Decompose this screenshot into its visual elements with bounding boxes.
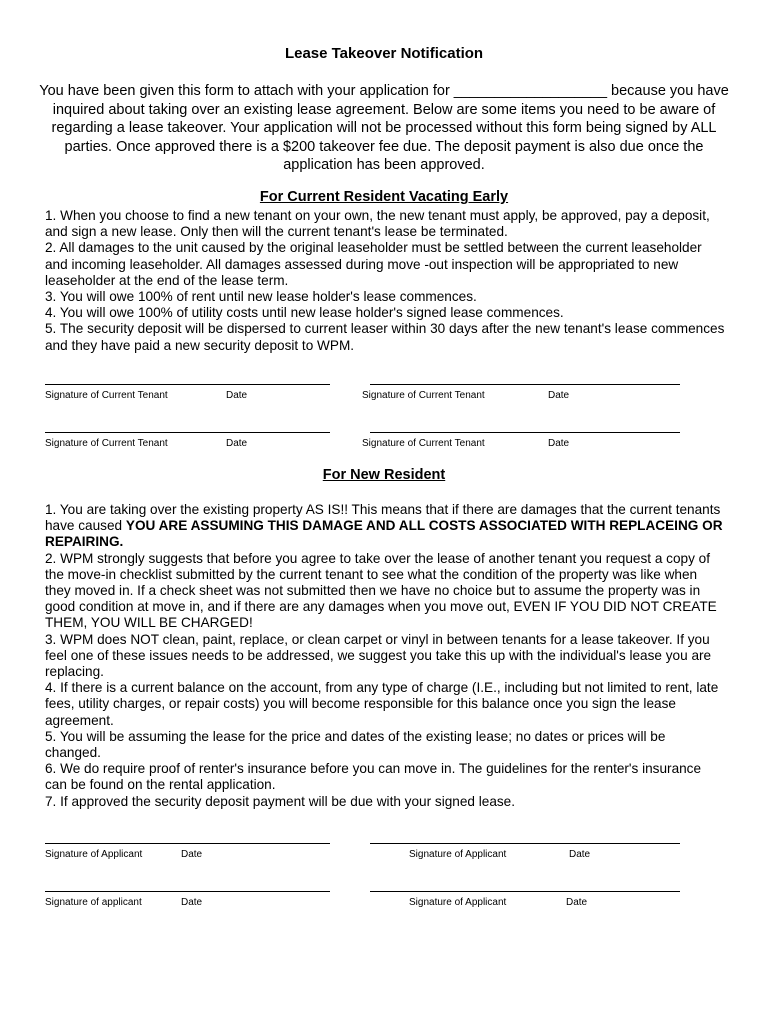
document-title: Lease Takeover Notification <box>284 45 484 62</box>
signature-label: Signature of Applicant <box>409 849 507 860</box>
list-item: 5. You will be assuming the lease for the price and dates of the existing lease; no dates or prices will be changed. <box>45 728 666 761</box>
date-label: Date <box>181 897 203 908</box>
signature-label: Signature of applicant <box>45 897 142 908</box>
signature-line[interactable] <box>45 384 330 385</box>
date-label: Date <box>226 390 248 401</box>
signature-line[interactable] <box>45 432 330 433</box>
list-item: 3. WPM does NOT clean, paint, replace, or clean carpet or vinyl in between tenants for a lease takeover. If you feel one of these issues needs to be addressed, we suggest you take this up with the individual's lease you are replacing. <box>45 631 712 680</box>
signature-line[interactable] <box>370 432 680 433</box>
list-item: 3. You will owe 100% of rent until new lease holder's lease commences. <box>45 289 477 305</box>
date-label: Date <box>548 390 570 401</box>
date-label: Date <box>181 849 203 860</box>
list-item: 7. If approved the security deposit payment will be due with your signed lease. <box>45 793 516 809</box>
list-item: 6. We do require proof of renter's insurance before you can move in. The guidelines for the renter's insurance can be found on the rental application. <box>45 761 702 793</box>
applicant-signature-row <box>0 891 768 921</box>
date-label: Date <box>548 438 570 449</box>
date-label: Date <box>566 897 588 908</box>
new-resident-heading: For New Resident <box>322 467 446 483</box>
signature-label: Signature of Current Tenant <box>362 390 485 401</box>
new-resident-list <box>45 502 725 810</box>
signature-label: Signature of Applicant <box>409 897 507 908</box>
date-label: Date <box>226 438 248 449</box>
intro-paragraph: You have been given this form to attach with your application for ___________________ because you have inquired about taking over an existing lease agreement. Below are some items you need to be aware of regarding a lease takeover. Your application will not be processed without this form being signed by ALL parties. Once approved there is a $200 takeover fee due. The deposit payment is also due once the application has been approved. <box>39 83 729 173</box>
current-resident-list <box>45 208 725 354</box>
current-resident-heading: For Current Resident Vacating Early <box>259 189 509 205</box>
list-item <box>45 502 725 551</box>
signature-label: Signature of Current Tenant <box>362 438 485 449</box>
signature-label: Signature of Current Tenant <box>45 390 168 401</box>
date-label: Date <box>569 849 591 860</box>
signature-line[interactable] <box>370 384 680 385</box>
signature-label: Signature of Applicant <box>45 849 143 860</box>
signature-line[interactable] <box>370 843 680 844</box>
list-item-emphasis: YOU ARE ASSUMING THIS DAMAGE AND ALL COSTS ASSOCIATED WITH REPLACEING OR REPAIRING. <box>45 518 723 550</box>
list-item: 1. When you choose to find a new tenant on your own, the new tenant must apply, be approved, pay a deposit, and sign a new lease. Only then will the current tenant's lease be terminated. <box>45 208 710 240</box>
signature-line[interactable] <box>45 891 330 892</box>
signature-line[interactable] <box>45 843 330 844</box>
list-item-text: 1. You are taking over the existing property AS IS!! This means that if there are damages that the current tenants have caused <box>45 502 721 534</box>
list-item: 4. If there is a current balance on the account, from any type of charge (I.E., including but not limited to rent, late fees, utility charges, or repair costs) you will become responsible for this balance once you sign the lease agreement. <box>45 680 719 728</box>
signature-line[interactable] <box>370 891 680 892</box>
list-item: 2. WPM strongly suggests that before you agree to take over the lease of another tenant you request a copy of the move-in checklist submitted by the current tenant to see what the condition of the property was like when they moved in. If a check sheet was not submitted then we have no choice but to assume the property was in good condition at move in, and if there are any damages when you move out, EVEN IF YOU DID NOT CREATE THEM, YOU WILL BE CHARGED! <box>45 550 717 631</box>
current-tenant-signature-row <box>0 384 768 414</box>
list-item: 4. You will owe 100% of utility costs until new lease holder's signed lease commences. <box>45 305 564 321</box>
applicant-signature-row <box>0 843 768 873</box>
signature-label: Signature of Current Tenant <box>45 438 168 449</box>
list-item: 5. The security deposit will be dispersed to current leaser within 30 days after the new tenant's lease commences and they have paid a new security deposit to WPM. <box>45 321 725 353</box>
list-item: 2. All damages to the unit caused by the original leaseholder must be settled between the current leaseholder and incoming leaseholder. All damages assessed during move -out inspection will be appropriated to new leaseholder at the end of the lease term. <box>45 240 702 288</box>
current-tenant-signature-row <box>0 432 768 462</box>
